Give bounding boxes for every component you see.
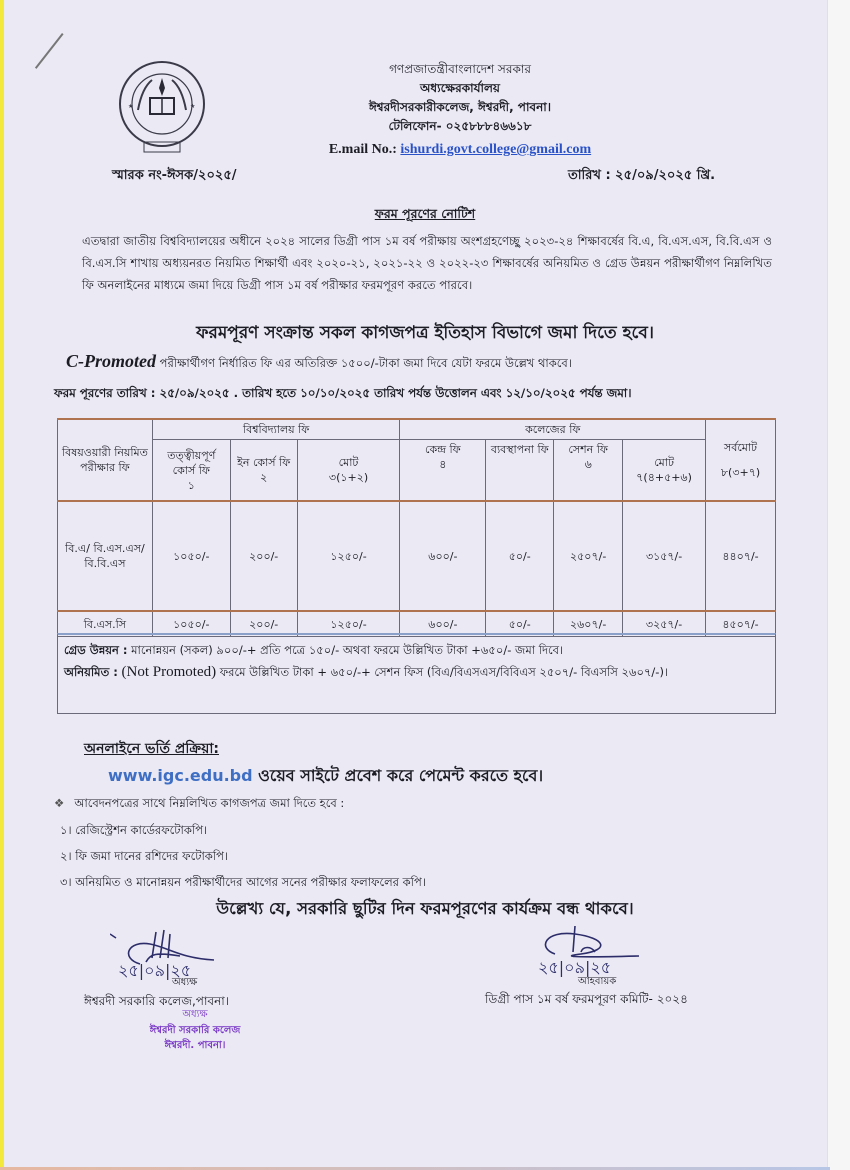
notice-date: তারিখ : ২৫/০৯/২০২৫ খ্রি.	[568, 168, 716, 183]
website-link[interactable]: www.igc.edu.bd	[108, 766, 253, 785]
memo-number: স্মারক নং-ঈসক/২০২৫/	[112, 168, 237, 183]
irregular-note	[64, 661, 769, 683]
stamp-line: ঈশ্বরদী সরকারি কলেজ	[149, 1025, 241, 1036]
form-fillup-dates: ফরম পূরণের তারিখ : ২৫/০৯/২০২৫ . তারিখ হতে ১০/১০/২০২৫ তারিখ পর্যন্ত উত্তোলন এবং ১২/১০/২০২৫ পর্যন্ত জমা।	[54, 386, 632, 400]
fee-cell: ৩১৫৭/-	[623, 501, 706, 611]
grand-total-formula: ৮(৩+৭)	[720, 466, 761, 479]
fee-cell: ৬০০/-	[400, 501, 486, 611]
irregular-label: অনিয়মিত :	[64, 665, 118, 679]
scan-edge-left	[0, 0, 4, 1170]
convener-signature-date: ২৫|০৯|২৫	[538, 958, 612, 977]
row-group-cell: বি.এ/ বি.এস.এস/ বি.বি.এস	[58, 501, 153, 611]
staple-pin-mark	[35, 33, 64, 69]
header-email	[230, 142, 690, 158]
fee-cell: ৩২৫৭/-	[623, 611, 706, 637]
list-item: ২। ফি জমা দানের রশিদের ফটোকপি।	[60, 849, 229, 863]
fee-cell: ৪৪০৭/-	[706, 501, 776, 611]
email-label: E.mail No.:	[328, 142, 401, 157]
column-num: ২	[260, 471, 268, 484]
principal-institution: ঈশ্বরদী সরকারি কলেজ,পাবনা।	[84, 994, 230, 1008]
c-promoted-label: C-Promoted	[66, 351, 156, 371]
online-admission-heading: অনলাইনে ভর্তি প্রক্রিয়া:	[84, 741, 219, 757]
fee-cell: ১০৫০/-	[152, 611, 230, 637]
c-promoted-text: পরীক্ষার্থীগণ নির্ধারিত ফি এর অতিরিক্ত ১৫০০/-টাকা জমা দিবে যেটা ফরমে উল্লেখ থাকবে।	[156, 356, 572, 370]
header-office: অধ্যক্ষেরকার্যালয়	[419, 81, 501, 95]
fee-table	[57, 418, 776, 637]
column-header	[152, 440, 230, 502]
column-header	[297, 440, 400, 502]
fee-cell: ২০০/-	[230, 501, 297, 611]
grand-total-label: সর্বমোট	[723, 441, 758, 454]
diamond-bullet-icon: ❖	[54, 796, 65, 810]
requirements-text: আবেদনপত্রের সাথে নিম্নলিখিত কাগজপত্র জমা দিতে হবে :	[74, 796, 345, 810]
column-label: মোট	[338, 456, 359, 469]
stamp-line: অধ্যক্ষ	[182, 1009, 208, 1020]
column-header	[623, 440, 706, 502]
column-label: কেন্দ্র ফি	[424, 443, 461, 456]
column-header	[554, 440, 623, 502]
column-num: ৪	[439, 458, 447, 471]
fee-cell: ৪৫০৭/-	[706, 611, 776, 637]
committee-name: ডিগ্রী পাস ১ম বর্ষ ফরমপূরণ কমিটি- ২০২৪	[485, 992, 688, 1006]
header-telephone: টেলিফোন- ০২৫৮৮৮৪৬৬১৮	[388, 119, 532, 133]
row-group-cell: বি.এস.সি	[58, 611, 153, 637]
row-header-cell: বিষয়ওয়ারী নিয়মিত পরীক্ষার ফি	[58, 419, 153, 501]
grade-improvement-text: মানোন্নয়ন (সকল) ৯০০/-+ প্রতি পত্রে ১৫০/- অথবা ফরমে উল্লিখিত টাকা +৬৫০/- জমা দিবে।	[127, 643, 564, 657]
table-header-row-groups	[58, 419, 776, 440]
column-header	[230, 440, 297, 502]
fee-notes-box	[57, 633, 776, 714]
holiday-closing-note: উল্লেখ্য যে, সরকারি ছুটির দিন ফরমপূরণের কার্যক্রম বন্ধ থাকবে।	[216, 899, 634, 918]
fee-cell: ২৬০৭/-	[554, 611, 623, 637]
principal-signature-date: ২৫|০৯|২৫	[118, 961, 192, 980]
university-fee-header: বিশ্ববিদ্যালয় ফি	[152, 419, 400, 440]
list-item: ১। রেজিস্ট্রেশন কার্ডেরফটোকপি।	[60, 823, 208, 837]
convener-role: আহবায়ক	[578, 976, 617, 987]
fee-cell: ৫০/-	[486, 501, 554, 611]
fee-cell: ৬০০/-	[400, 611, 486, 637]
column-num: ১	[187, 478, 195, 492]
principal-role: অধ্যক্ষ	[172, 977, 198, 988]
documents-department-note: ফরমপূরণ সংক্রান্ত সকল কাগজপত্র ইতিহাস বিভাগে জমা দিতে হবে।	[196, 323, 654, 343]
column-header	[486, 440, 554, 502]
column-label: ব্যবস্থাপনা ফি	[490, 443, 549, 456]
college-seal-icon	[118, 58, 206, 156]
notice-title-text: ফরম পূরণের নোটিশ	[374, 206, 476, 221]
email-link[interactable]: ishurdi.govt.college@gmail.com	[400, 142, 592, 157]
table-header-row-columns	[58, 440, 776, 502]
fee-cell: ২৫০৭/-	[554, 501, 623, 611]
column-label: তত্ত্বীয়পূর্ণ কোর্স ফি	[167, 448, 216, 477]
column-label: সেশন ফি	[568, 443, 608, 456]
column-num: ৭(৪+৫+৬)	[636, 471, 692, 484]
grand-total-header	[706, 419, 776, 501]
list-item: ৩। অনিয়মিত ও মানোন্নয়ন পরীক্ষার্থীদের আগের সনের পরীক্ষার ফলাফলের কপি।	[60, 875, 426, 889]
irregular-text: ফরমে উল্লিখিত টাকা + ৬৫০/-+ সেশন ফিস (বিএ/বিএসএস/বিবিএস ২৫০৭/- বিএসসি ২৬০৭/-)।	[216, 665, 669, 679]
svg-text:★: ★	[190, 103, 196, 110]
fee-cell: ৫০/-	[486, 611, 554, 637]
grade-improvement-label: গ্রেড উন্নয়ন :	[64, 643, 128, 657]
column-label: ইন কোর্স ফি	[237, 456, 291, 469]
column-num: ৩(১+২)	[328, 471, 369, 484]
svg-text:★: ★	[128, 103, 134, 110]
payment-website-note	[108, 763, 543, 790]
header-government: গণপ্রজাতন্ত্রীবাংলাদেশ সরকার	[389, 62, 531, 76]
fee-cell: ২০০/-	[230, 611, 297, 637]
column-header	[400, 440, 486, 502]
column-label: মোট	[654, 456, 674, 469]
college-fee-header: কলেজের ফি	[400, 419, 706, 440]
fee-cell: ১২৫০/-	[297, 501, 400, 611]
requirements-intro	[54, 795, 344, 814]
notice-paragraph: এতদ্বারা জাতীয় বিশ্ববিদ্যালয়ের অধীনে ২০২৪ সালের ডিগ্রী পাস ১ম বর্ষ পরীক্ষায় অংশগ্রহণেচ্ছু ২০২৩-২৪ শিক্ষাবর্ষের বি.এ, বি.এস.এস, বি.বি.এস ও বি.এস.সি শাখায় অধ্যয়নরত নিয়মিত শিক্ষার্থী এবং ২০২০-২১, ২০২১-২২ ও ২০২২-২৩ শিক্ষাবর্ষের অনিয়মিত ও গ্রেড উন্নয়ন পরীক্ষার্থীগণ নিম্নলিখিত ফি অনলাইনের মাধ্যমে জমা দিয়ে ডিগ্রী পাস ১ম বর্ষ পরীক্ষার ফরমপূরণ করতে পারবে।	[82, 234, 772, 292]
fee-cell: ১২৫০/-	[297, 611, 400, 637]
fee-cell: ১০৫০/-	[152, 501, 230, 611]
website-instruction: ওয়েব সাইটে প্রবেশ করে পেমেন্ট করতে হবে।	[252, 766, 544, 785]
column-num: ৬	[584, 458, 592, 471]
c-promoted-note	[66, 351, 572, 374]
grade-improvement-note	[64, 639, 769, 661]
header-college: ঈশ্বরদীসরকারীকলেজ, ঈশ্বরদী, পাবনা।	[368, 100, 552, 114]
scan-edge-right	[827, 0, 850, 1170]
not-promoted-label: (Not Promoted)	[117, 664, 217, 680]
stamp-line: ঈশ্বরদী. পাবনা।	[164, 1040, 226, 1051]
table-row	[58, 501, 776, 611]
notice-title	[0, 206, 850, 226]
